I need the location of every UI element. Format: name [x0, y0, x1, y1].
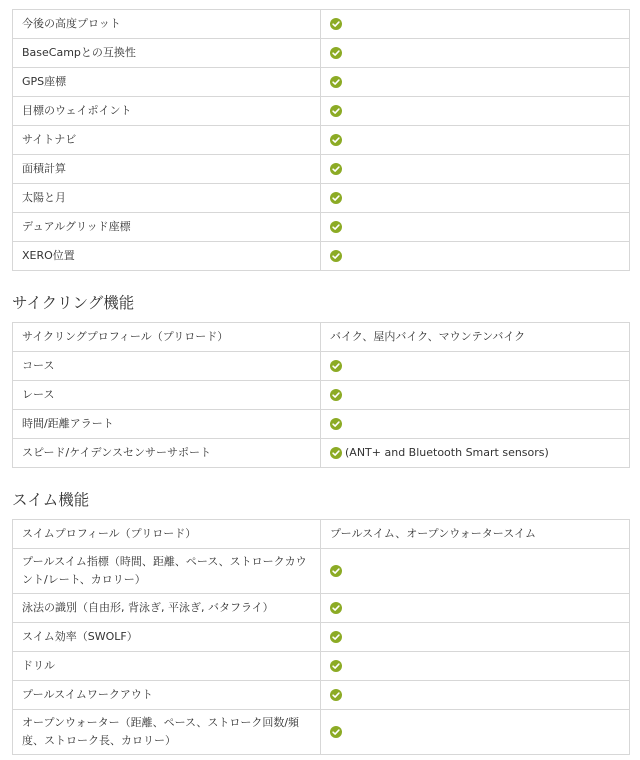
spec-value-text: (ANT+ and Bluetooth Smart sensors) [345, 446, 549, 459]
spec-value-cell [321, 652, 630, 681]
spec-label: 面積計算 [13, 155, 321, 184]
spec-label: 時間/距離アラート [13, 410, 321, 439]
spec-row [13, 410, 630, 439]
spec-value-cell [321, 681, 630, 710]
check-icon [330, 360, 342, 372]
spec-value-cell [321, 126, 630, 155]
spec-row [13, 39, 630, 68]
spec-row [13, 381, 630, 410]
spec-value-cell [321, 184, 630, 213]
spec-value [330, 418, 620, 430]
spec-value [330, 105, 620, 117]
check-icon [330, 418, 342, 430]
general-spec-table-body [13, 10, 630, 271]
spec-value [330, 192, 620, 204]
check-icon [330, 192, 342, 204]
spec-value-cell [321, 155, 630, 184]
spec-value [330, 163, 620, 175]
spec-value [330, 631, 620, 643]
spec-row [13, 623, 630, 652]
swim-section-heading: スイム機能 [12, 491, 90, 509]
check-icon [330, 134, 342, 146]
spec-label: デュアルグリッド座標 [13, 213, 321, 242]
spec-row [13, 652, 630, 681]
spec-value [330, 76, 620, 88]
spec-row [13, 10, 630, 39]
spec-row [13, 126, 630, 155]
cycling-spec-table-body [13, 323, 630, 468]
spec-value-cell [321, 242, 630, 271]
spec-label: スピード/ケイデンスセンサーサポート [13, 439, 321, 468]
spec-page [12, 0, 630, 755]
check-icon [330, 726, 342, 738]
spec-value-cell [321, 623, 630, 652]
spec-label: 今後の高度プロット [13, 10, 321, 39]
check-icon [330, 163, 342, 175]
spec-value [330, 328, 620, 346]
check-icon [330, 76, 342, 88]
spec-value-cell [321, 549, 630, 594]
spec-value [330, 726, 620, 738]
check-icon [330, 18, 342, 30]
spec-value [330, 602, 620, 614]
spec-value [330, 389, 620, 401]
check-icon [330, 631, 342, 643]
spec-value-cell [321, 68, 630, 97]
check-icon [330, 105, 342, 117]
check-icon [330, 565, 342, 577]
spec-row [13, 213, 630, 242]
spec-value-cell [321, 710, 630, 755]
spec-label: プールスイムワークアウト [13, 681, 321, 710]
spec-value [330, 689, 620, 701]
check-icon [330, 447, 342, 459]
spec-value [330, 525, 620, 543]
spec-label: レース [13, 381, 321, 410]
spec-label: 太陽と月 [13, 184, 321, 213]
spec-row [13, 439, 630, 468]
spec-row [13, 549, 630, 594]
cycling-spec-table [12, 322, 630, 468]
spec-label: ドリル [13, 652, 321, 681]
check-icon [330, 689, 342, 701]
spec-row [13, 710, 630, 755]
spec-row [13, 323, 630, 352]
spec-value [330, 250, 620, 262]
general-spec-table [12, 9, 630, 271]
spec-value-cell [321, 39, 630, 68]
spec-value-cell [321, 410, 630, 439]
spec-value-cell [321, 213, 630, 242]
spec-label: GPS座標 [13, 68, 321, 97]
spec-value-cell [321, 97, 630, 126]
check-icon [330, 250, 342, 262]
spec-row [13, 97, 630, 126]
check-icon [330, 221, 342, 233]
spec-value-cell [321, 381, 630, 410]
spec-value [330, 18, 620, 30]
spec-label: サイクリングプロフィール（プリロード） [13, 323, 321, 352]
spec-value [330, 565, 620, 577]
spec-label: プールスイム指標（時間、距離、ペース、ストロークカウント/レート、カロリー） [13, 549, 321, 594]
check-icon [330, 660, 342, 672]
spec-value-text: バイク、屋内バイク、マウンテンバイク [330, 330, 526, 343]
cycling-section-heading: サイクリング機能 [12, 294, 135, 312]
spec-value [330, 660, 620, 672]
spec-label: スイム効率（SWOLF） [13, 623, 321, 652]
spec-value-cell [321, 439, 630, 468]
spec-row [13, 68, 630, 97]
spec-value-cell [321, 520, 630, 549]
check-icon [330, 602, 342, 614]
swim-spec-table-body [13, 520, 630, 755]
spec-row [13, 184, 630, 213]
swim-spec-table [12, 519, 630, 755]
spec-row [13, 155, 630, 184]
spec-label: BaseCampとの互換性 [13, 39, 321, 68]
spec-label: スイムプロフィール（プリロード） [13, 520, 321, 549]
spec-value [330, 360, 620, 372]
spec-value [330, 221, 620, 233]
spec-label: XERO位置 [13, 242, 321, 271]
spec-value-cell [321, 594, 630, 623]
check-icon [330, 389, 342, 401]
spec-label: 目標のウェイポイント [13, 97, 321, 126]
spec-label: サイトナビ [13, 126, 321, 155]
spec-row [13, 520, 630, 549]
spec-row [13, 242, 630, 271]
check-icon [330, 47, 342, 59]
spec-row [13, 594, 630, 623]
spec-value-cell [321, 10, 630, 39]
spec-label: オープンウォーター（距離、ペース、ストローク回数/頻度、ストローク長、カロリー） [13, 710, 321, 755]
spec-value [330, 47, 620, 59]
spec-value [330, 134, 620, 146]
spec-label: 泳法の識別（自由形, 背泳ぎ, 平泳ぎ, バタフライ） [13, 594, 321, 623]
spec-row [13, 681, 630, 710]
spec-value-text: プールスイム、オープンウォータースイム [330, 527, 537, 540]
spec-row [13, 352, 630, 381]
spec-value [330, 444, 620, 462]
spec-value-cell [321, 352, 630, 381]
spec-value-cell [321, 323, 630, 352]
spec-label: コース [13, 352, 321, 381]
